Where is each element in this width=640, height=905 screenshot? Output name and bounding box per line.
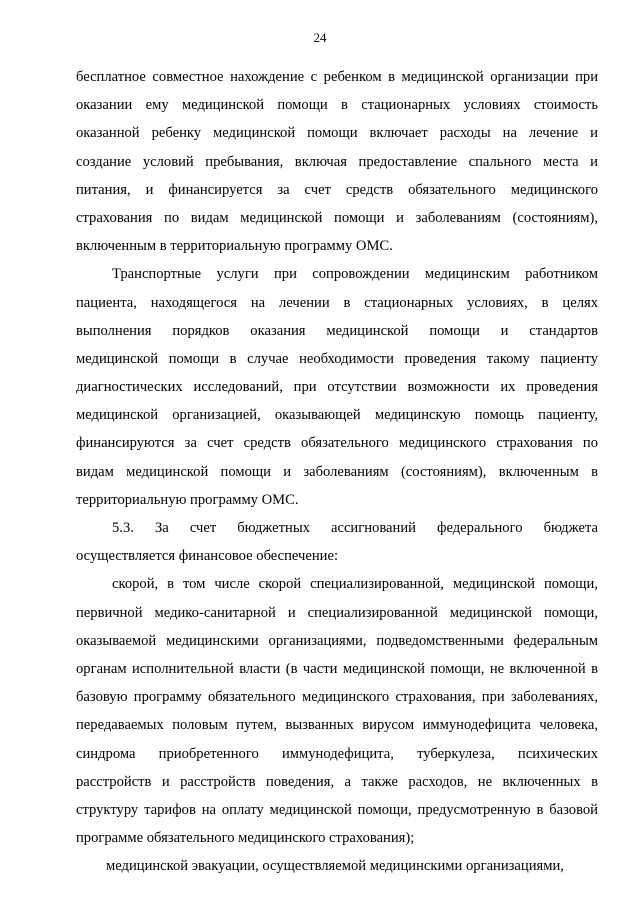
text-line: финансируются за счет средств обязательного медицинского страхования по xyxy=(76,435,598,452)
text-line: первичной медико-санитарной и специализированной медицинской помощи, xyxy=(76,604,598,621)
text-line: расстройств и расстройств поведения, а также расходов, не включенных в xyxy=(76,773,598,790)
paragraph-section-5-3 xyxy=(76,514,598,570)
text-line: территориальную программу ОМС. xyxy=(76,491,299,508)
text-line: оказании ему медицинской помощи в стационарных условиях стоимость xyxy=(76,97,598,114)
text-line: скорой, в том числе скорой специализированной, медицинской помощи, xyxy=(112,576,598,593)
text-line: питания, и финансируется за счет средств обязательного медицинского xyxy=(76,181,598,198)
text-line: страхования по видам медицинской помощи и заболеваниям (состояниям), xyxy=(76,209,598,226)
paragraph-medical-evacuation xyxy=(76,852,598,880)
text-line: диагностических исследований, при отсутствии возможности их проведения xyxy=(76,379,598,396)
text-line: органам исполнительной власти (в части медицинской помощи, не включенной в xyxy=(76,660,598,677)
text-line: бесплатное совместное нахождение с ребенком в медицинской организации при xyxy=(76,69,598,85)
text-line: оказываемой медицинскими организациями, подведомственными федеральным xyxy=(76,632,598,649)
text-line: структуру тарифов на оплату медицинской помощи, предусмотренную в базовой xyxy=(76,801,598,818)
text-line: 5.3. За счет бюджетных ассигнований федерального бюджета xyxy=(112,520,598,536)
text-line: медицинской помощи в случае необходимости проведения такому пациенту xyxy=(76,350,598,367)
text-line: синдрома приобретенного иммунодефицита, туберкулеза, психических xyxy=(76,745,598,762)
text-line: оказанной ребенку медицинской помощи включает расходы на лечение и xyxy=(76,125,598,142)
text-line: пациента, находящегося на лечении в стационарных условиях, в целях xyxy=(76,294,598,311)
text-line: включенным в территориальную программу ОМС. xyxy=(76,238,393,255)
page-number: 24 xyxy=(313,30,327,45)
document-body xyxy=(76,63,598,880)
text-line: программе обязательного медицинского страхования); xyxy=(76,830,415,847)
paragraph-transport-services xyxy=(76,260,598,514)
text-line: передаваемых половым путем, вызванных вирусом иммунодефицита человека, xyxy=(76,717,598,734)
text-line: медицинской эвакуации, осуществляемой медицинскими организациями, xyxy=(106,858,564,875)
text-line: создание условий пребывания, включая предоставление спального места и xyxy=(76,153,598,170)
paragraph-emergency-care xyxy=(76,570,598,852)
text-line: медицинской организацией, оказывающей медицинскую помощь пациенту, xyxy=(76,407,598,424)
text-line: Транспортные услуги при сопровождении медицинским работником xyxy=(112,266,598,283)
text-line: видам медицинской помощи и заболеваниям (состояниям), включенным в xyxy=(76,463,598,480)
text-line: базовую программу обязательного медицинского страхования, при заболеваниях, xyxy=(76,689,598,706)
text-line: выполнения порядков оказания медицинской помощи и стандартов xyxy=(76,322,598,339)
paragraph-continuation xyxy=(76,63,598,260)
text-line: осуществляется финансовое обеспечение: xyxy=(76,548,339,565)
